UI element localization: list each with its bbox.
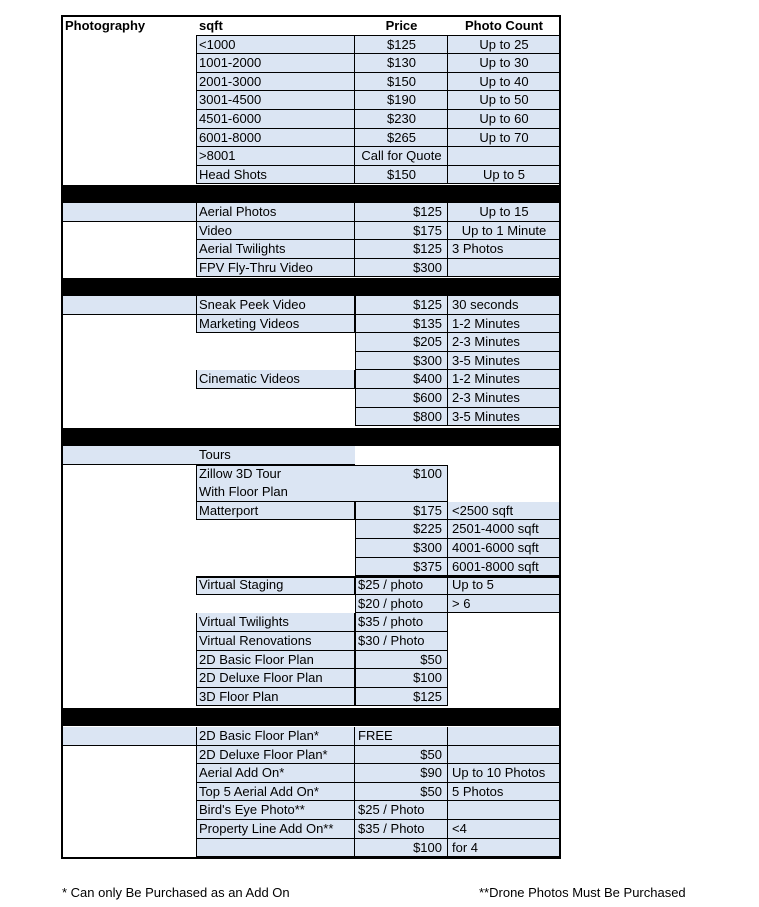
count-value: 6001-8000 sqft (452, 558, 539, 574)
item-label: <1000 (199, 36, 236, 52)
price-value: $150 (387, 166, 416, 182)
price-value: $20 / photo (358, 595, 424, 611)
price-value: $800 (413, 408, 442, 424)
price-value: $300 (413, 540, 442, 555)
count-value: <4 (452, 821, 467, 836)
price-value: $400 (413, 371, 442, 387)
count-value: > 6 (452, 595, 471, 611)
title-shade (61, 203, 196, 222)
price-value: $175 (413, 502, 442, 518)
price-value: $100 (413, 839, 442, 855)
price-value: $190 (387, 92, 416, 108)
count-value: Up to 5 (452, 577, 494, 593)
zillow-line-1: Zillow 3D Tour (199, 465, 282, 481)
price-value: $125 (387, 36, 416, 52)
item-label: >8001 (199, 148, 236, 164)
item-label: Virtual Renovations (199, 633, 312, 648)
price-value: $50 (420, 746, 442, 762)
count-value: 1-2 Minutes (452, 315, 520, 331)
price-value: $125 (413, 297, 442, 312)
item-label: 3D Floor Plan (199, 688, 279, 704)
item-label: 2D Deluxe Floor Plan (199, 670, 323, 686)
count-value: 3-5 Minutes (452, 352, 520, 368)
count-value (448, 147, 560, 166)
count-value: Up to 10 Photos (452, 765, 546, 781)
price-value: $125 (413, 688, 442, 704)
count-value: Up to 70 (479, 129, 529, 145)
count-value: Up to 40 (479, 73, 529, 89)
footer-note-drone: **Drone Photos Must Be Purchased (479, 885, 686, 900)
price-value: $125 (413, 241, 442, 257)
item-label: 2D Deluxe Floor Plan* (199, 746, 328, 762)
count-value: 30 seconds (452, 297, 519, 312)
item-label: 1001-2000 (199, 55, 262, 71)
count-value: Up to 60 (479, 111, 529, 126)
item-label: Video (199, 222, 233, 238)
item-label: Marketing Videos (199, 315, 300, 331)
header-sqft: sqft (199, 18, 223, 33)
count-value: 4001-6000 sqft (452, 540, 539, 555)
header-price: Price (385, 18, 418, 33)
item-label (199, 839, 352, 858)
price-value: $600 (413, 390, 442, 405)
item-label: Aerial Add On* (199, 765, 285, 781)
group-rule (196, 576, 560, 578)
zillow-top-rule (196, 465, 448, 466)
price-value: $35 / Photo (358, 821, 425, 836)
price-value: $25 / Photo (358, 802, 425, 818)
item-label: Matterport (199, 502, 259, 518)
section-separator (61, 428, 560, 446)
price-value: $50 (420, 651, 442, 667)
footer-note-addon-only: * Can only Be Purchased as an Add On (62, 885, 290, 900)
item-label: 6001-8000 (199, 129, 262, 145)
price-value: Call for Quote (361, 148, 442, 164)
price-value: $125 (413, 204, 442, 219)
count-value: 1-2 Minutes (452, 371, 520, 387)
count-value (452, 727, 558, 746)
count-value: 5 Photos (452, 783, 504, 799)
count-value: Up to 50 (479, 92, 529, 108)
price-value: $90 (420, 765, 442, 781)
price-value: $225 (413, 521, 442, 537)
item-label: Bird's Eye Photo** (199, 802, 305, 818)
price-value: FREE (358, 728, 393, 743)
count-value: Up to 25 (479, 36, 529, 52)
title-shade (61, 446, 196, 465)
item-label: Cinematic Videos (199, 371, 300, 387)
header-underline (196, 17, 560, 36)
price-value: $300 (413, 352, 442, 368)
zillow-price: $100 (413, 465, 442, 481)
count-value: 2-3 Minutes (452, 390, 520, 405)
title-shade (61, 727, 196, 746)
price-value: $25 / photo (358, 577, 424, 593)
item-label: Virtual Staging (199, 577, 284, 593)
count-value: 2501-4000 sqft (452, 521, 539, 537)
count-value: Up to 5 (483, 166, 525, 182)
item-label: 2001-3000 (199, 73, 262, 89)
item-label: FPV Fly-Thru Video (199, 259, 313, 275)
item-label: Virtual Twilights (199, 614, 289, 630)
count-value: Up to 15 (479, 204, 529, 219)
count-value: 3 Photos (452, 241, 504, 257)
item-label: Top 5 Aerial Add On* (199, 783, 319, 799)
price-value: $230 (387, 111, 416, 126)
price-value: $100 (413, 670, 442, 686)
price-value: $150 (387, 73, 416, 89)
price-value: $130 (387, 55, 416, 71)
count-value (452, 746, 558, 765)
count-value: Up to 1 Minute (461, 222, 547, 238)
item-label: 3001-4500 (199, 92, 262, 108)
count-value: for 4 (452, 839, 479, 855)
price-value: $35 / photo (358, 614, 424, 630)
price-value: $205 (413, 334, 442, 350)
item-label: Sneak Peek Video (199, 297, 306, 312)
tours-label: Tours (199, 447, 231, 462)
title-shade (61, 296, 196, 315)
item-label: Aerial Twilights (199, 241, 286, 257)
price-value: $265 (387, 129, 416, 145)
count-value: 3-5 Minutes (452, 408, 520, 424)
item-label: Head Shots (199, 166, 267, 182)
count-value (452, 259, 558, 278)
section-separator (61, 708, 560, 726)
price-value: $50 (420, 783, 442, 799)
count-value: Up to 30 (479, 55, 529, 71)
section-title-photography: Photography (65, 18, 146, 33)
section-separator (61, 278, 560, 296)
price-value: $175 (413, 222, 442, 238)
count-value: <2500 sqft (452, 502, 514, 518)
header-photo-count: Photo Count (465, 18, 543, 33)
price-value: $135 (413, 315, 442, 331)
item-label: 4501-6000 (199, 111, 262, 126)
zillow-line-2: With Floor Plan (199, 484, 288, 500)
item-label: Aerial Photos (199, 204, 277, 219)
price-value: $375 (413, 558, 442, 574)
price-value: $30 / Photo (358, 633, 425, 648)
count-value (452, 801, 558, 820)
item-label: 2D Basic Floor Plan (199, 651, 314, 667)
price-value: $300 (413, 259, 442, 275)
section-separator (61, 185, 560, 203)
count-value: 2-3 Minutes (452, 334, 520, 350)
item-label: 2D Basic Floor Plan* (199, 728, 319, 743)
item-label: Property Line Add On** (199, 821, 334, 836)
